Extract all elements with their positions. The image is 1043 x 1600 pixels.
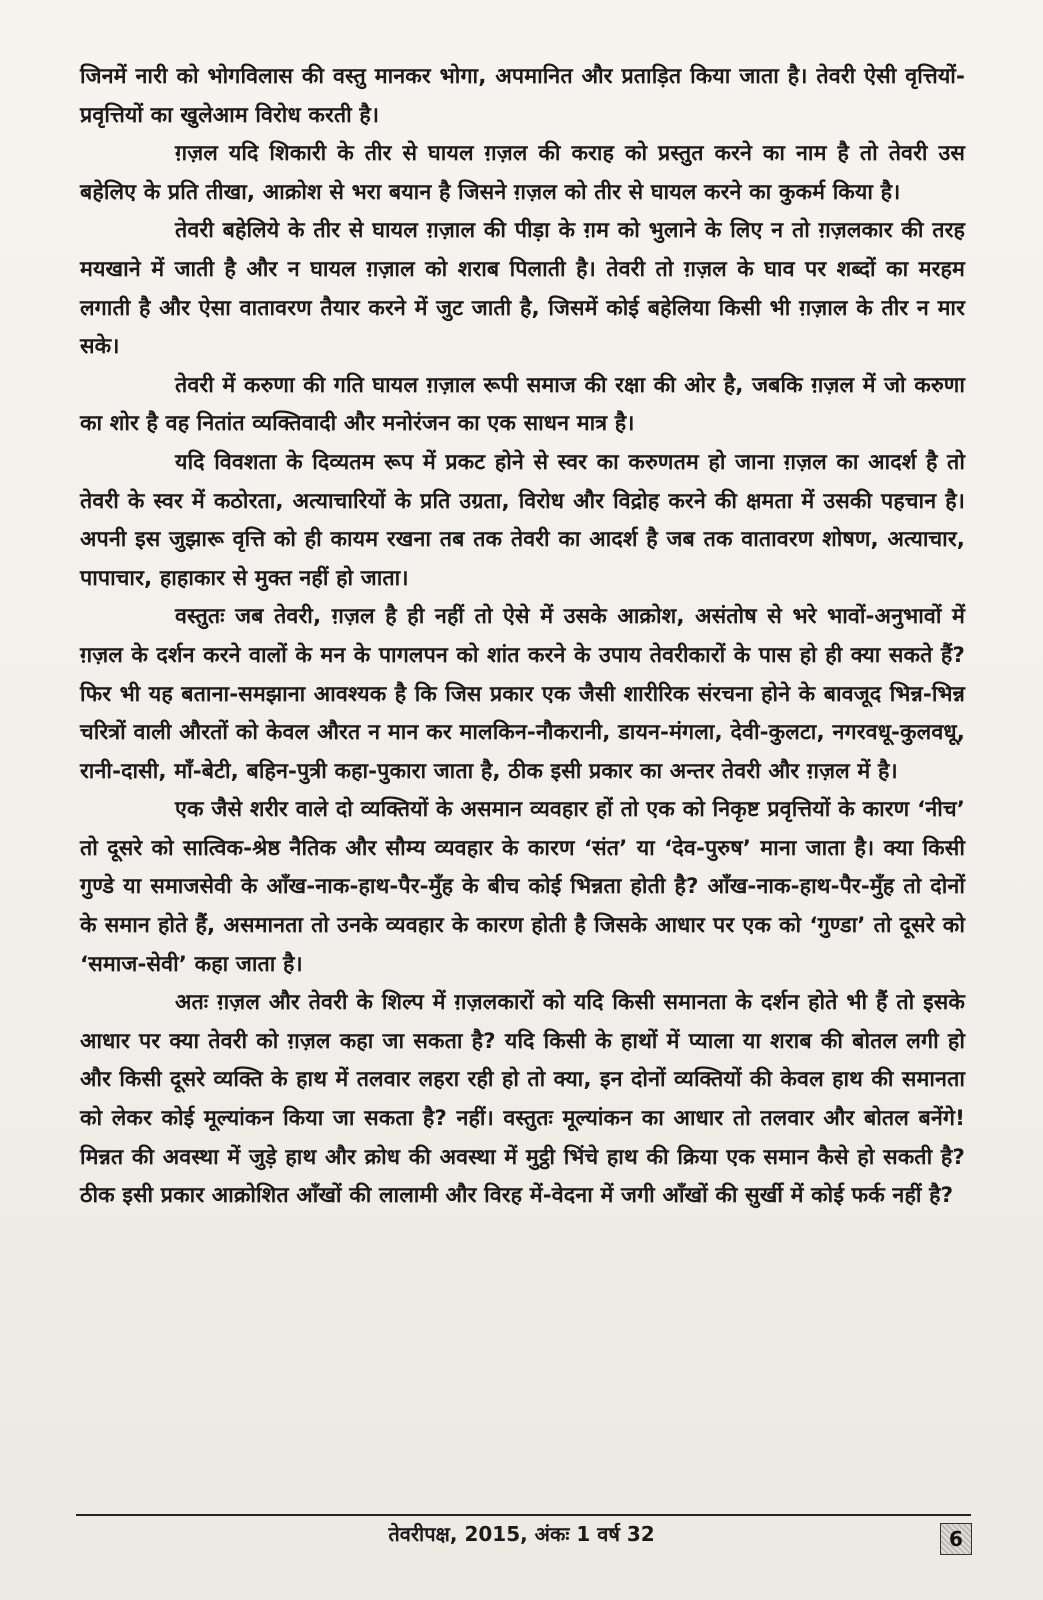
footer-divider [76,1514,971,1516]
footer-journal-info: तेवरीपक्ष, 2015, अंकः 1 वर्ष 32 [388,1522,655,1546]
paragraph-4: तेवरी में करुणा की गति घायल ग़ज़ाल रूपी समाज की रक्षा की ओर है, जबकि ग़ज़ल में जो करुणा का शोर है वह नितांत व्यक्तिवादी और मनोरंजन का एक साधन मात्र है। [80,372,965,437]
paragraph-3: तेवरी बहेलिये के तीर से घायल ग़ज़ाल की पीड़ा के ग़म को भुलाने के लिए न तो ग़ज़लकार की तरह मयखाने में जाती है और न घायल ग़ज़ाल को शराब पिलाती है। तेवरी तो ग़ज़ल के घाव पर शब्दों का मरहम लगाती है और ऐसा वातावरण तैयार करने में जुट जाती है, जिसमें कोई बहेलिया किसी भी ग़ज़ाल के तीर न मार सके। [80,218,965,360]
paragraph-8: अतः ग़ज़ल और तेवरी के शिल्प में ग़ज़लकारों को यदि किसी समानता के दर्शन होते भी हैं तो इसके आधार पर क्या तेवरी को ग़ज़ल कहा जा सकता है? यदि किसी के हाथों में प्याला या शराब की बोतल लगी हो और किसी दूसरे व्यक्ति के हाथ में तलवार लहरा रही हो तो क्या, इन दोनों व्यक्तियों की केवल हाथ की समानता को लेकर कोई मूल्यांकन किया जा सकता है? नहीं। वस्तुतः मूल्यांकन का आधार तो तलवार और बोतल बनेंगे! मिन्नत की अवस्था में जुड़े हाथ और क्रोध की अवस्था में मुट्ठी भिंचे हाथ की क्रिया एक समान कैसे हो सकती है? ठीक इसी प्रकार आक्रोशित आँखों की लालामी और विरह में-वेदना में जगी आँखों की सुर्खी में कोई फर्क नहीं है? [80,990,965,1209]
paragraph-6: वस्तुतः जब तेवरी, ग़ज़ल है ही नहीं तो ऐसे में उसके आक्रोश, असंतोष से भरे भावों-अनुभावों में ग़ज़ल के दर्शन करने वालों के मन के पागलपन को शांत करने के उपाय तेवरीकारों के पास हो ही क्या सकते हैं? फिर भी यह बताना-समझाना आवश्यक है कि जिस प्रकार एक जैसी शारीरिक संरचना होने के बावजूद भिन्न-भिन्न चरित्रों वाली औरतों को केवल औरत न मान कर मालकिन-नौकरानी, डायन-मंगला, देवी-कुलटा, नगरवधू-कुलवधू, रानी-दासी, माँ-बेटी, बहिन-पुत्री कहा-पुकारा जाता है, ठीक इसी प्रकार का अन्तर तेवरी और ग़ज़ल में है। [80,604,965,784]
page-number: 6 [940,1523,972,1555]
body-text [80,58,965,1216]
paragraph-1: जिनमें नारी को भोगविलास की वस्तु मानकर भोगा, अपमानित और प्रताड़ित किया जाता है। तेवरी ऐसी वृत्तियों-प्रवृत्तियों का खुलेआम विरोध करती है। [80,64,965,128]
paragraph-2: ग़ज़ल यदि शिकारी के तीर से घायल ग़ज़ल की कराह को प्रस्तुत करने का नाम है तो तेवरी उस बहेलिए के प्रति तीखा, आक्रोश से भरा बयान है जिसने ग़ज़ल को तीर से घायल करने का कुकर्म किया है। [80,141,965,205]
paragraph-5: यदि विवशता के दिव्यतम रूप में प्रकट होने से स्वर का करुणतम हो जाना ग़ज़ल का आदर्श है तो तेवरी के स्वर में कठोरता, अत्याचारियों के प्रति उग्रता, विरोध और विद्रोह करने की क्षमता में उसकी पहचान है। अपनी इस जुझारू वृत्ति को ही कायम रखना तब तक तेवरी का आदर्श है जब तक वातावरण शोषण, अत्याचार, पापाचार, हाहाकार से मुक्त नहीं हो जाता। [80,449,965,591]
paragraph-7: एक जैसे शरीर वाले दो व्यक्तियों के असमान व्यवहार हों तो एक को निकृष्ट प्रवृत्तियों के कारण ‘नीच’ तो दूसरे को सात्विक-श्रेष्ठ नैतिक और सौम्य व्यवहार के कारण ‘संत’ या ‘देव-पुरुष’ माना जाता है। क्या किसी गुण्डे या समाजसेवी के आँख-नाक-हाथ-पैर-मुँह के बीच कोई भिन्नता होती है? आँख-नाक-हाथ-पैर-मुँह तो दोनों के समान होते हैं, असमानता तो उनके व्यवहार के कारण होती है जिसके आधार पर एक को ‘गुण्डा’ तो दूसरे को ‘समाज-सेवी’ कहा जाता है। [80,797,966,977]
